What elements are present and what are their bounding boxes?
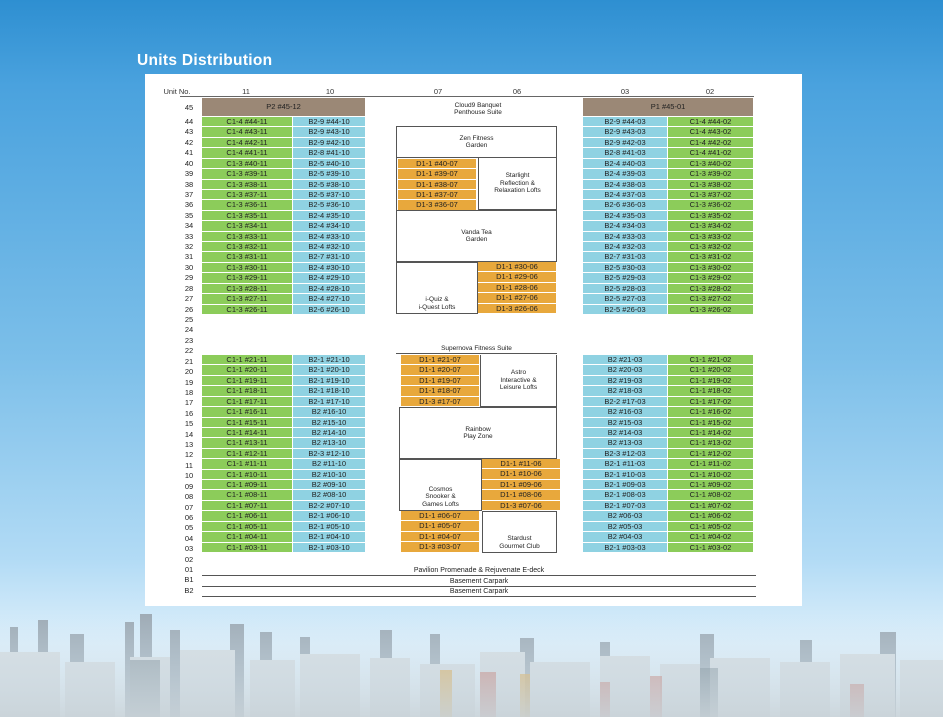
penthouse-p2: P2 #45-12	[202, 98, 366, 116]
unit-cell: B2-5 #37-10	[293, 190, 366, 200]
unit-cell: C1-1 #18-02	[668, 386, 754, 396]
unit-cell: C1-1 #03-02	[668, 543, 754, 553]
unit-cell: B2-5 #29-03	[583, 273, 668, 283]
unit-cell: C1-1 #15-11	[202, 418, 293, 428]
unit-cell: C1-3 #38-02	[668, 180, 754, 190]
unit-cell: B2 #11-10	[293, 459, 366, 469]
unit-cell: C1-1 #20-11	[202, 365, 293, 375]
level-label: 20	[184, 367, 194, 377]
unit-cell: B2-1 #07-03	[583, 501, 668, 511]
level-label: 37	[184, 189, 194, 199]
unit-cell: C1-4 #44-11	[202, 117, 293, 127]
unit-cell: B2-3 #12-03	[583, 449, 668, 459]
unit-cell: C1-1 #11-11	[202, 459, 293, 469]
unit-cell: C1-1 #08-11	[202, 490, 293, 500]
amenity-iquiz: i-Quiz & i-Quest Lofts	[396, 262, 478, 314]
unit-cell: C1-1 #14-02	[668, 428, 754, 438]
page-title: Units Distribution	[137, 52, 273, 69]
unit-cell: C1-3 #34-11	[202, 221, 293, 231]
unit-cell: B2-4 #32-03	[583, 242, 668, 252]
col-header-10: 10	[325, 87, 335, 96]
unit-cell: B2-7 #31-10	[293, 252, 366, 262]
unit-cell: C1-1 #05-02	[668, 522, 754, 532]
unit-cell: B2 #16-03	[583, 407, 668, 417]
unit-cell: C1-3 #30-02	[668, 263, 754, 273]
unit-cell: C1-3 #32-02	[668, 242, 754, 252]
unit-cell: C1-4 #43-11	[202, 127, 293, 137]
unit-cell: B2-6 #36-03	[583, 200, 668, 210]
unit-cell: D1-1 #19-07	[401, 376, 480, 386]
unit-cell: B2-8 #41-03	[583, 148, 668, 158]
unit-cell: C1-3 #40-02	[668, 159, 754, 169]
unit-cell: B2-4 #37-03	[583, 190, 668, 200]
unit-cell: C1-1 #19-02	[668, 376, 754, 386]
unit-cell: C1-1 #09-02	[668, 480, 754, 490]
unit-cell: B2-1 #09-03	[583, 480, 668, 490]
unit-cell: B2-4 #27-10	[293, 294, 366, 304]
unit-cell: C1-1 #06-11	[202, 511, 293, 521]
unit-cell: B2 #16-10	[293, 407, 366, 417]
level-label: 39	[184, 169, 194, 179]
unit-cell: C1-3 #28-11	[202, 284, 293, 294]
unit-cell: D1-1 #09-06	[482, 480, 561, 490]
basement-b1: Basement Carpark	[202, 577, 756, 587]
unit-cell: C1-1 #12-11	[202, 449, 293, 459]
col-header-06: 06	[512, 87, 522, 96]
level-label: 21	[184, 356, 194, 366]
unit-cell: C1-1 #13-11	[202, 438, 293, 448]
unit-cell: B2 #15-10	[293, 418, 366, 428]
unit-cell: C1-3 #40-11	[202, 159, 293, 169]
unit-cell: B2 #04-03	[583, 532, 668, 542]
unit-cell: B2-5 #30-03	[583, 263, 668, 273]
unit-cell: C1-1 #10-02	[668, 470, 754, 480]
unit-cell: C1-1 #07-02	[668, 501, 754, 511]
unit-cell: C1-4 #42-02	[668, 138, 754, 148]
unit-cell: C1-1 #07-11	[202, 501, 293, 511]
unit-cell: B2-2 #17-03	[583, 397, 668, 407]
unit-cell: B2-9 #44-10	[293, 117, 366, 127]
unit-cell: D1-1 #40-07	[398, 159, 477, 169]
unit-cell: C1-3 #39-02	[668, 169, 754, 179]
level-label: 03	[184, 544, 194, 554]
level-label: 26	[184, 304, 194, 314]
level-label: 09	[184, 481, 194, 491]
unit-cell: C1-1 #15-02	[668, 418, 754, 428]
unit-cell: C1-1 #14-11	[202, 428, 293, 438]
level-label: 27	[184, 294, 194, 304]
unit-cell: C1-4 #43-02	[668, 127, 754, 137]
amenity-supernova: Supernova Fitness Suite	[396, 344, 557, 354]
unit-cell: B2 #14-10	[293, 428, 366, 438]
unit-cell: B2-9 #42-10	[293, 138, 366, 148]
level-label: 33	[184, 231, 194, 241]
level-label: 11	[185, 460, 193, 470]
unit-cell: B2-4 #34-03	[583, 221, 668, 231]
unit-cell: B2-1 #10-03	[583, 470, 668, 480]
level-label: 24	[184, 325, 194, 335]
unit-cell: C1-3 #27-02	[668, 294, 754, 304]
ground-level-01: Pavilion Promenade & Rejuvenate E-deck	[202, 566, 756, 576]
unit-cell: C1-3 #29-02	[668, 273, 754, 283]
col-header-11: 11	[242, 87, 250, 96]
unit-cell: C1-3 #28-02	[668, 284, 754, 294]
unit-cell: B2 #18-03	[583, 386, 668, 396]
unit-cell: B2-9 #44-03	[583, 117, 668, 127]
level-label: 40	[184, 158, 194, 168]
basement-b2: Basement Carpark	[202, 587, 756, 597]
unit-cell: B2-1 #03-03	[583, 543, 668, 553]
unit-cell: B2-1 #08-03	[583, 490, 668, 500]
unit-cell: C1-3 #34-02	[668, 221, 754, 231]
unit-cell: C1-3 #27-11	[202, 294, 293, 304]
level-label: 01	[184, 565, 194, 575]
level-label: 17	[184, 398, 194, 408]
unit-cell: B2-1 #04-10	[293, 532, 366, 542]
unit-cell: B2 #20-03	[583, 365, 668, 375]
unit-cell: C1-1 #16-02	[668, 407, 754, 417]
unit-cell: C1-1 #10-11	[202, 470, 293, 480]
unit-cell: C1-3 #31-02	[668, 252, 754, 262]
unit-cell: B2-5 #26-03	[583, 305, 668, 315]
unit-cell: C1-1 #18-11	[202, 386, 293, 396]
unit-cell: B2 #09-10	[293, 480, 366, 490]
level-label: 32	[184, 242, 194, 252]
unit-cell: C1-1 #03-11	[202, 543, 293, 553]
unit-cell: B2 #10-10	[293, 470, 366, 480]
level-label: 43	[184, 127, 194, 137]
level-label: 15	[184, 419, 194, 429]
unit-cell: C1-1 #06-02	[668, 511, 754, 521]
level-label: 07	[184, 502, 194, 512]
unit-cell: B2-4 #40-03	[583, 159, 668, 169]
unit-cell: D1-1 #18-07	[401, 386, 480, 396]
unit-cell: C1-3 #26-02	[668, 305, 754, 315]
unit-cell: B2-1 #18-10	[293, 386, 366, 396]
level-label: 34	[184, 221, 194, 231]
unit-cell: B2-5 #38-10	[293, 180, 366, 190]
unit-cell: B2-6 #26-10	[293, 305, 366, 315]
unit-cell: C1-3 #30-11	[202, 263, 293, 273]
unit-cell: B2 #21-03	[583, 355, 668, 365]
level-label: 36	[184, 200, 194, 210]
level-label: 38	[184, 179, 194, 189]
unit-cell: B2 #19-03	[583, 376, 668, 386]
unit-cell: D1-3 #36-07	[398, 200, 477, 210]
amenity-zen: Zen Fitness Garden	[396, 126, 557, 158]
level-label: 08	[184, 492, 194, 502]
level-label: 31	[184, 252, 194, 262]
unit-cell: C1-4 #42-11	[202, 138, 293, 148]
unit-cell: B2 #13-10	[293, 438, 366, 448]
level-label: 29	[184, 273, 194, 283]
unit-cell: D1-1 #10-06	[482, 469, 561, 479]
unit-cell: C1-1 #04-11	[202, 532, 293, 542]
unit-cell: B2-4 #33-03	[583, 232, 668, 242]
level-label: 25	[184, 314, 194, 324]
unit-cell: C1-3 #36-02	[668, 200, 754, 210]
level-label: 30	[184, 262, 194, 272]
unit-cell: C1-3 #37-11	[202, 190, 293, 200]
unit-cell: C1-4 #44-02	[668, 117, 754, 127]
level-label: B1	[184, 575, 194, 585]
unit-cell: D1-1 #30-06	[478, 262, 557, 272]
unit-cell: C1-1 #21-11	[202, 355, 293, 365]
unit-cell: C1-1 #20-02	[668, 365, 754, 375]
unit-cell: B2-1 #21-10	[293, 355, 366, 365]
unit-cell: D1-3 #07-06	[482, 501, 561, 511]
unit-cell: B2-1 #17-10	[293, 397, 366, 407]
unit-cell: B2 #06-03	[583, 511, 668, 521]
amenity-cloud9: Cloud9 Banquet Penthouse Suite	[454, 101, 502, 116]
amenity-starlight: Starlight Reflection & Relaxation Lofts	[478, 158, 557, 210]
unit-cell: C1-3 #37-02	[668, 190, 754, 200]
level-label: 10	[184, 471, 194, 481]
unit-cell: C1-1 #17-11	[202, 397, 293, 407]
amenity-cosmos: Cosmos Snooker & Games Lofts	[399, 459, 482, 511]
unit-cell: C1-1 #08-02	[668, 490, 754, 500]
unit-cell: C1-3 #33-11	[202, 232, 293, 242]
level-label: 45	[184, 103, 194, 112]
unit-cell: B2-1 #05-10	[293, 522, 366, 532]
unit-cell: C1-1 #04-02	[668, 532, 754, 542]
unit-cell: D1-1 #27-06	[478, 293, 557, 303]
col-header-02: 02	[705, 87, 715, 96]
unit-cell: B2-5 #40-10	[293, 159, 366, 169]
unit-cell: B2-2 #07-10	[293, 501, 366, 511]
level-label: 42	[184, 137, 194, 147]
penthouse-p1: P1 #45-01	[583, 98, 754, 116]
unit-cell: C1-3 #32-11	[202, 242, 293, 252]
unit-cell: B2-4 #30-10	[293, 263, 366, 273]
unit-cell: C1-3 #36-11	[202, 200, 293, 210]
unit-cell: D1-3 #26-06	[478, 304, 557, 314]
level-label: 18	[184, 387, 194, 397]
unit-cell: C1-3 #31-11	[202, 252, 293, 262]
unit-cell: D1-1 #05-07	[401, 521, 480, 531]
unit-cell: D1-1 #06-07	[401, 511, 480, 521]
level-label: 02	[184, 554, 194, 564]
unit-cell: C1-3 #26-11	[202, 305, 293, 315]
unit-cell: B2-8 #41-10	[293, 148, 366, 158]
unit-cell: D1-1 #04-07	[401, 532, 480, 542]
col-header-03: 03	[620, 87, 630, 96]
unit-cell: D1-3 #03-07	[401, 542, 480, 552]
level-label: 22	[184, 346, 194, 356]
unit-cell: B2-1 #19-10	[293, 376, 366, 386]
unit-cell: B2-4 #35-10	[293, 211, 366, 221]
unit-cell: B2-4 #35-03	[583, 211, 668, 221]
unit-cell: B2-1 #20-10	[293, 365, 366, 375]
unit-cell: B2 #14-03	[583, 428, 668, 438]
amenity-vanda: Vanda Tea Garden	[396, 210, 557, 262]
level-label: 06	[184, 512, 194, 522]
unit-cell: B2-4 #34-10	[293, 221, 366, 231]
unit-cell: B2-1 #11-03	[583, 459, 668, 469]
unit-cell: B2-5 #36-10	[293, 200, 366, 210]
level-label: 41	[184, 148, 194, 158]
unit-cell: B2-7 #31-03	[583, 252, 668, 262]
level-label: 19	[184, 377, 194, 387]
unit-cell: C1-1 #13-02	[668, 438, 754, 448]
unit-cell: D1-1 #37-07	[398, 190, 477, 200]
unit-cell: B2-4 #28-10	[293, 284, 366, 294]
unit-cell: D1-1 #20-07	[401, 365, 480, 375]
unit-cell: D1-3 #17-07	[401, 397, 480, 407]
unit-cell: C1-1 #09-11	[202, 480, 293, 490]
unit-cell: B2-5 #28-03	[583, 284, 668, 294]
unit-cell: B2-4 #33-10	[293, 232, 366, 242]
unit-cell: D1-1 #11-06	[482, 459, 561, 469]
unit-cell: B2-5 #27-03	[583, 294, 668, 304]
level-label: 44	[184, 117, 194, 126]
unit-cell: B2-4 #29-10	[293, 273, 366, 283]
amenity-rainbow: Rainbow Play Zone	[399, 407, 557, 459]
unit-cell: C1-1 #12-02	[668, 449, 754, 459]
level-label: 35	[184, 210, 194, 220]
amenity-astro: Astro Interactive & Leisure Lofts	[480, 355, 557, 407]
unit-cell: C1-1 #05-11	[202, 522, 293, 532]
unit-no-header: Unit No.	[163, 87, 191, 96]
unit-cell: B2 #15-03	[583, 418, 668, 428]
unit-cell: C1-1 #21-02	[668, 355, 754, 365]
unit-cell: D1-1 #29-06	[478, 272, 557, 282]
unit-cell: B2-1 #03-10	[293, 543, 366, 553]
unit-cell: C1-1 #19-11	[202, 376, 293, 386]
unit-cell: B2-5 #39-10	[293, 169, 366, 179]
unit-cell: C1-3 #35-02	[668, 211, 754, 221]
level-label: 16	[184, 408, 194, 418]
unit-cell: B2-4 #32-10	[293, 242, 366, 252]
col-header-07: 07	[433, 87, 443, 96]
level-label: 14	[184, 429, 194, 439]
unit-cell: C1-1 #11-02	[668, 459, 754, 469]
level-label: 23	[184, 335, 194, 345]
level-label: B2	[184, 585, 194, 595]
level-label: 12	[184, 450, 194, 460]
unit-cell: C1-3 #35-11	[202, 211, 293, 221]
unit-cell: B2-9 #43-03	[583, 127, 668, 137]
unit-cell: B2-3 #12-10	[293, 449, 366, 459]
unit-cell: B2 #05-03	[583, 522, 668, 532]
amenity-stardust: Stardust Gourmet Club	[482, 511, 557, 553]
level-label: 28	[184, 283, 194, 293]
header-rule	[180, 96, 754, 97]
unit-cell: B2-4 #38-03	[583, 180, 668, 190]
unit-cell: C1-3 #33-02	[668, 232, 754, 242]
unit-cell: D1-1 #38-07	[398, 180, 477, 190]
unit-cell: B2-9 #42-03	[583, 138, 668, 148]
level-label: 04	[184, 533, 194, 543]
city-skyline-image	[0, 612, 943, 717]
unit-cell: C1-1 #16-11	[202, 407, 293, 417]
unit-cell: B2-4 #39-03	[583, 169, 668, 179]
unit-cell: D1-1 #21-07	[401, 355, 480, 365]
unit-cell: C1-1 #17-02	[668, 397, 754, 407]
unit-cell: B2-9 #43-10	[293, 127, 366, 137]
unit-cell: C1-3 #29-11	[202, 273, 293, 283]
unit-cell: C1-4 #41-02	[668, 148, 754, 158]
unit-cell: B2 #13-03	[583, 438, 668, 448]
unit-cell: C1-3 #38-11	[202, 180, 293, 190]
level-label: 05	[184, 523, 194, 533]
unit-cell: D1-1 #28-06	[478, 283, 557, 293]
unit-cell: D1-1 #39-07	[398, 169, 477, 179]
unit-cell: B2 #08-10	[293, 490, 366, 500]
level-label: 13	[184, 440, 194, 450]
unit-cell: B2-1 #06-10	[293, 511, 366, 521]
unit-cell: C1-3 #39-11	[202, 169, 293, 179]
unit-cell: C1-4 #41-11	[202, 148, 293, 158]
unit-cell: D1-1 #08-06	[482, 490, 561, 500]
